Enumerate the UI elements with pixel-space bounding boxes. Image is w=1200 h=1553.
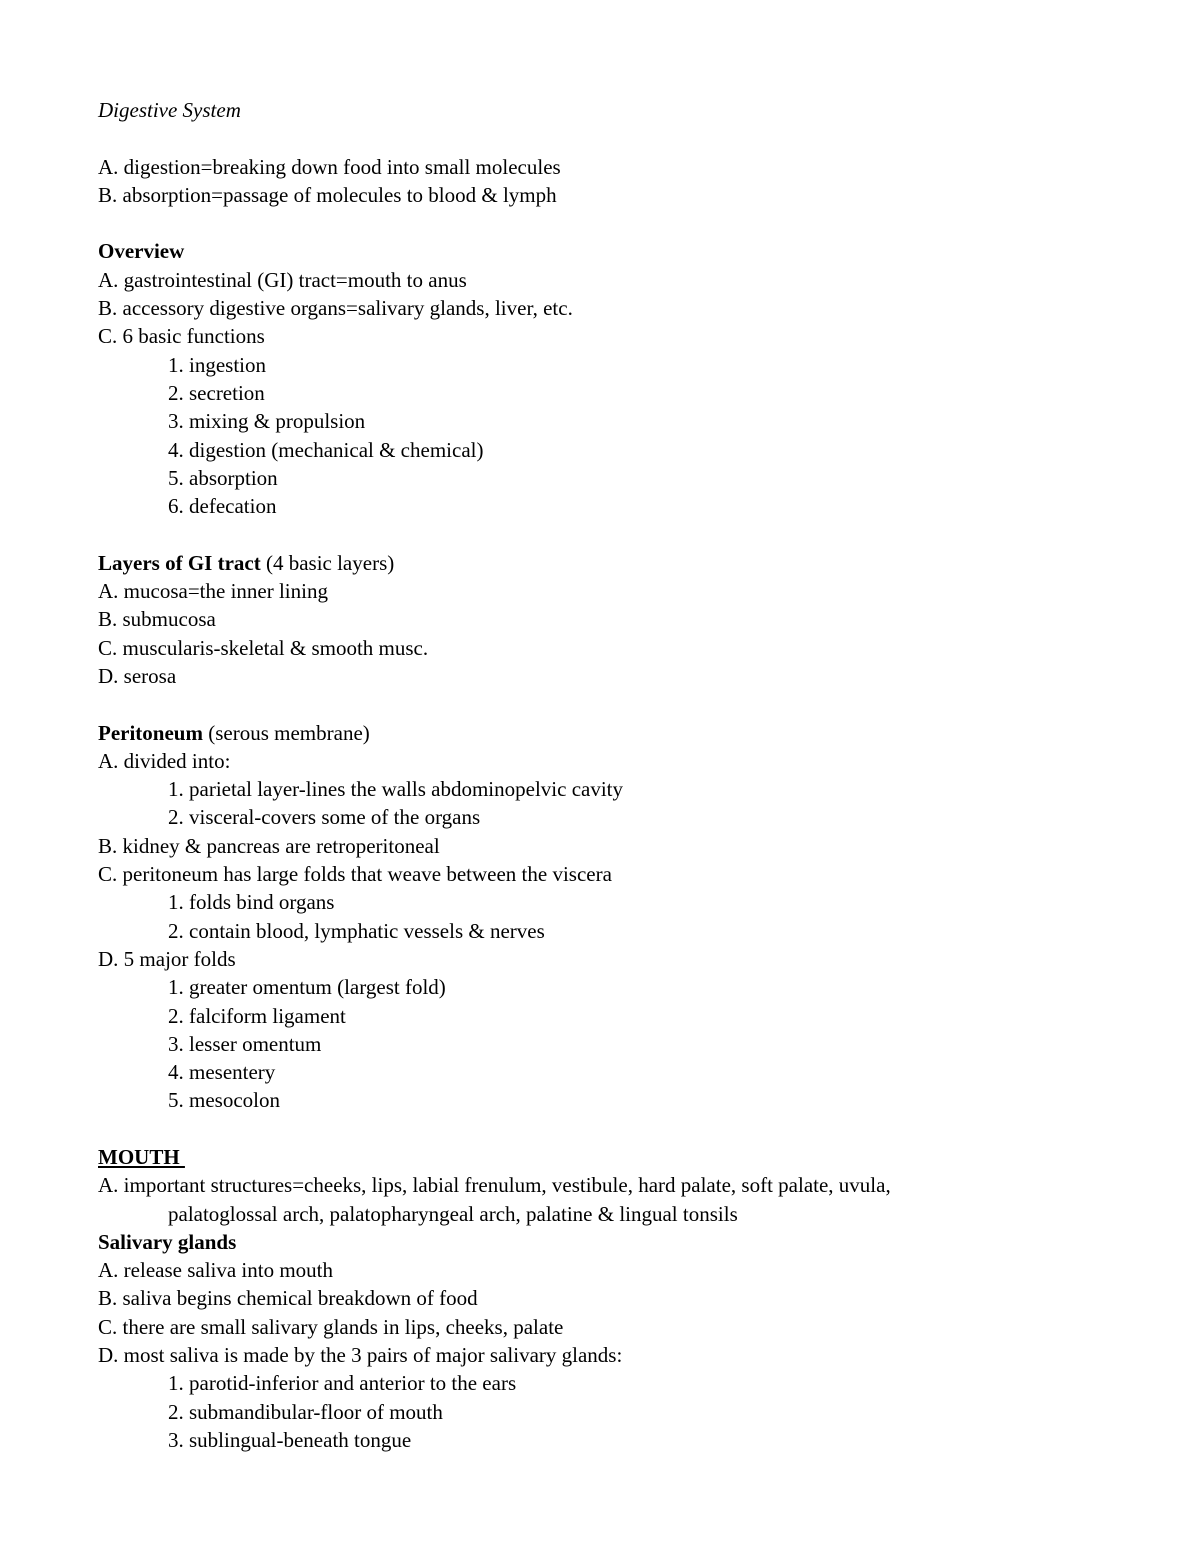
overview-item: C. 6 basic functions [98, 324, 265, 349]
peritoneum-item: C. peritoneum has large folds that weave between the viscera [98, 862, 612, 887]
layers-heading-note: (4 basic layers) [260, 550, 395, 575]
peritoneum-subitem: 2. contain blood, lymphatic vessels & nerves [168, 918, 545, 943]
fold-item: 4. mesentery [168, 1060, 276, 1085]
layer-item: A. mucosa=the inner lining [98, 579, 328, 604]
peritoneum-subitem: 1. folds bind organs [168, 890, 335, 915]
layers-heading: Layers of GI tract [98, 550, 261, 575]
salivary-item: A. release saliva into mouth [98, 1258, 334, 1283]
peritoneum-item: B. kidney & pancreas are retroperitoneal [98, 833, 440, 858]
gland-item: 1. parotid-inferior and anterior to the ears [168, 1371, 517, 1396]
fold-item: 5. mesocolon [168, 1088, 280, 1113]
gland-item: 2. submandibular-floor of mouth [168, 1399, 443, 1424]
peritoneum-heading: Peritoneum [98, 720, 203, 745]
layers-heading-line [98, 549, 1118, 577]
document-title: Digestive System [98, 98, 241, 122]
function-item: 1. ingestion [168, 352, 266, 377]
fold-item: 2. falciform ligament [168, 1003, 346, 1028]
fold-item: 1. greater omentum (largest fold) [168, 975, 446, 1000]
intro-item: B. absorption=passage of molecules to blood & lymph [98, 182, 557, 207]
peritoneum-heading-note: (serous membrane) [202, 720, 370, 745]
function-item: 4. digestion (mechanical & chemical) [168, 437, 484, 462]
peritoneum-subitem: 2. visceral-covers some of the organs [168, 805, 481, 830]
mouth-item: A. important structures=cheeks, lips, labial frenulum, vestibule, hard palate, soft palate, uvula, [98, 1173, 891, 1198]
salivary-item: B. saliva begins chemical breakdown of food [98, 1286, 478, 1311]
peritoneum-subitem: 1. parietal layer-lines the walls abdominopelvic cavity [168, 777, 624, 802]
salivary-item: D. most saliva is made by the 3 pairs of major salivary glands: [98, 1343, 623, 1368]
mouth-heading-line [98, 1143, 1118, 1171]
spacer [98, 520, 1118, 548]
peritoneum-heading-line [98, 719, 1118, 747]
document-page [98, 96, 1118, 1454]
salivary-heading: Salivary glands [98, 1229, 237, 1254]
mouth-item-continuation: palatoglossal arch, palatopharyngeal arch, palatine & lingual tonsils [168, 1201, 738, 1226]
overview-item: B. accessory digestive organs=salivary glands, liver, etc. [98, 296, 573, 321]
function-item: 3. mixing & propulsion [168, 409, 366, 434]
layer-item: D. serosa [98, 663, 177, 688]
spacer [98, 124, 1118, 152]
layer-item: B. submucosa [98, 607, 216, 632]
intro-item: A. digestion=breaking down food into small molecules [98, 154, 561, 179]
peritoneum-item: A. divided into: [98, 748, 231, 773]
function-item: 2. secretion [168, 380, 265, 405]
function-item: 5. absorption [168, 465, 278, 490]
spacer [98, 1115, 1118, 1143]
mouth-heading: MOUTH [98, 1144, 185, 1169]
overview-heading: Overview [98, 239, 185, 264]
fold-item: 3. lesser omentum [168, 1031, 322, 1056]
function-item: 6. defecation [168, 494, 277, 519]
salivary-item: C. there are small salivary glands in lips, cheeks, palate [98, 1314, 564, 1339]
layer-item: C. muscularis-skeletal & smooth musc. [98, 635, 429, 660]
spacer [98, 209, 1118, 237]
gland-item: 3. sublingual-beneath tongue [168, 1427, 412, 1452]
overview-item: A. gastrointestinal (GI) tract=mouth to anus [98, 267, 467, 292]
spacer [98, 690, 1118, 718]
peritoneum-item: D. 5 major folds [98, 946, 236, 971]
